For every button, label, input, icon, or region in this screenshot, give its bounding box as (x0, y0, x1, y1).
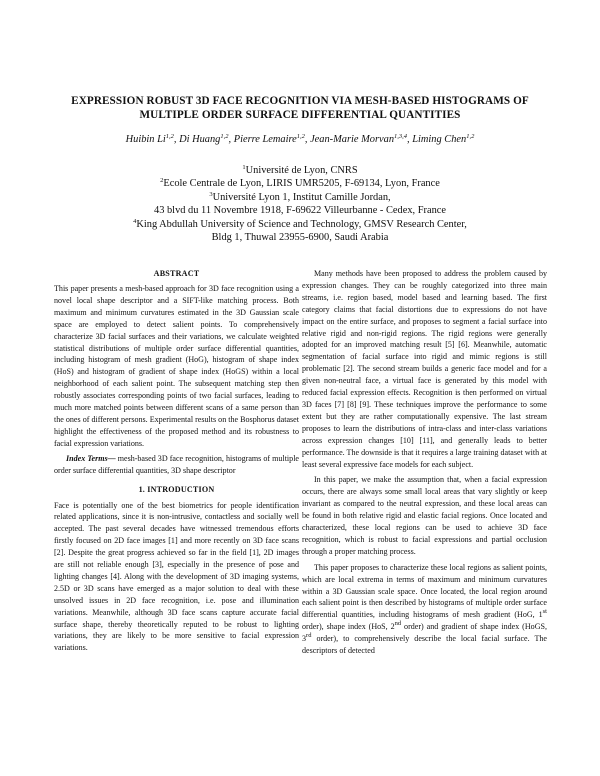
index-terms (54, 453, 299, 477)
author: Di Huang$^{1,2}$, (179, 133, 234, 145)
paper-title (40, 94, 560, 122)
author-list (40, 133, 560, 146)
body-paragraph: In this paper, we make the assumption that, when a facial expression occurs, there are always some small local areas that vary slightly or keep invariant as compared to the neutral expression, and these local areas can be found in both relative rigid and elastic facial regions. Once located and characterized, these local regions can be used to achieve 3D face recognition, which is robust to facial expressions and partial occlusion through a proper matching process. (302, 475, 547, 556)
introduction-heading: 1. INTRODUCTION (138, 484, 215, 494)
author: Liming Chen$^{1,2}$ (412, 133, 475, 145)
author: Pierre Lemaire$^{1,2}$, (233, 133, 311, 145)
affiliation-line: $^3$Université Lyon 1, Institut Camille Jordan, (209, 190, 391, 203)
abstract-heading: ABSTRACT (153, 269, 200, 278)
affiliation-line: 43 blvd du 11 Novembre 1918, F-69622 Villeurbanne - Cedex, France (154, 205, 446, 217)
index-terms-label: Index Terms— (66, 453, 116, 463)
left-column (54, 268, 299, 654)
author: Jean-Marie Morvan$^{1,3,4}$, (310, 133, 413, 145)
abstract-text: This paper presents a mesh-based approach for 3D face recognition using a novel local shape descriptor and a SIFT-like matching process. Both maximum and minimum curvatures estimated in the 3D Gaussian scale space are employed to detect salient points. To comprehensively characterize 3D facial surfaces and their variations, we calculate weighted statistical distributions of multiple order surface differential quantities, including histogram of mesh gradient (HoG), histogram of shape index (HoS) and histogram of gradient of shape index (HoGS) within a local neighborhood of each salient point. The subsequent matching step then robustly associates corresponding points of two facial surfaces, leading to much more matched points between different scans of a same person than the ones of different persons. Experimental results on the Bosphorus dataset highlight the effectiveness of the proposed method and its robustness to facial expression variations. (54, 284, 299, 448)
author: Huibin Li$^{1,2}$, (125, 133, 180, 145)
body-paragraph: This paper proposes to characterize these local regions as salient points, which are local extrema in terms of maximum and minimum curvatures within a 3D Gaussian scale space. Once located, the local region around each salient point is then described by histograms of multiple order surface differential quantities, including histograms of mesh gradient (HoG, 1st order), shape index (HoS, 2nd order) and gradient of shape index (HoGS, 3rd order), to comprehensively describe the local facial surface. The descriptors of detected (302, 562, 547, 656)
affiliation-list (60, 164, 540, 244)
affiliation-line: $^1$Université de Lyon, CNRS (242, 164, 358, 176)
affiliation-line: $^4$King Abdullah University of Science and Technology, GMSV Research Center, (133, 217, 467, 230)
paper-title-line-2: MULTIPLE ORDER SURFACE DIFFERENTIAL QUANTITIES (139, 109, 461, 121)
body-paragraph: Many methods have been proposed to address the problem caused by expression changes. They can be roughly categorized into three main streams, i.e. region based, model based and learning based. The first category claims that facial distortions due to expressions do not have impact on the entire surface, and proposes to segment a facial surface into relative rigid and non-rigid regions. The rigid regions were generally adopted for an improved matching result [5] [6]. Meanwhile, automatic segmentation of facial surface into rigid and mimic regions is still problematic [2]. The second stream builds a generic face model and for a given non-neutral face, a virtual face is generated by this model with reduced facial expression effects. Recognition is then performed on virtual 3D faces [7] [8] [9]. These techniques improve the performance to some extent but they are rather computationally expensive. The last stream proposes to learn the distributions of intra-class and inter-class variations across expression changes [10] [11], and generally leads to better performance. The downside is that it requires a large training dataset with at least several expressive face models for each subject. (302, 269, 547, 469)
index-terms-text: mesh-based 3D face recognition, histograms of multiple order surface differential quantities, 3D shape descriptor (54, 453, 299, 475)
affiliation-line: $^2$Ecole Centrale de Lyon, LIRIS UMR5205, F-69134, Lyon, France (160, 177, 440, 190)
paper-title-line-1: EXPRESSION ROBUST 3D FACE RECOGNITION VIA MESH-BASED HISTOGRAMS OF (71, 95, 529, 107)
introduction-paragraph: Face is potentially one of the best biometrics for people identification related applications, since it is non-intrusive, contactless and socially well accepted. The past several decades have witnessed tremendous efforts firstly focused on 2D face images [1] and more recently on 3D face scans [2]. Despite the great progress achieved so far in the field [1], 2D images are still not reliable enough [3], especially in the presence of pose and lighting changes [4]. Along with the development of 3D imaging systems, 2.5D or 3D scans have emerged as a major solution to deal with these unsolved issues in 2D face recognition, i.e. pose and illumination variations. Meanwhile, although 3D face scans capture accurate facial surface shape, thereby theoretically reputed to be robust to lighting variations, they are likely to be more sensitive to facial expression variations. (54, 500, 299, 653)
affiliation-line: Bldg 1, Thuwal 23955-6900, Saudi Arabia (211, 232, 389, 244)
right-column (302, 268, 547, 657)
